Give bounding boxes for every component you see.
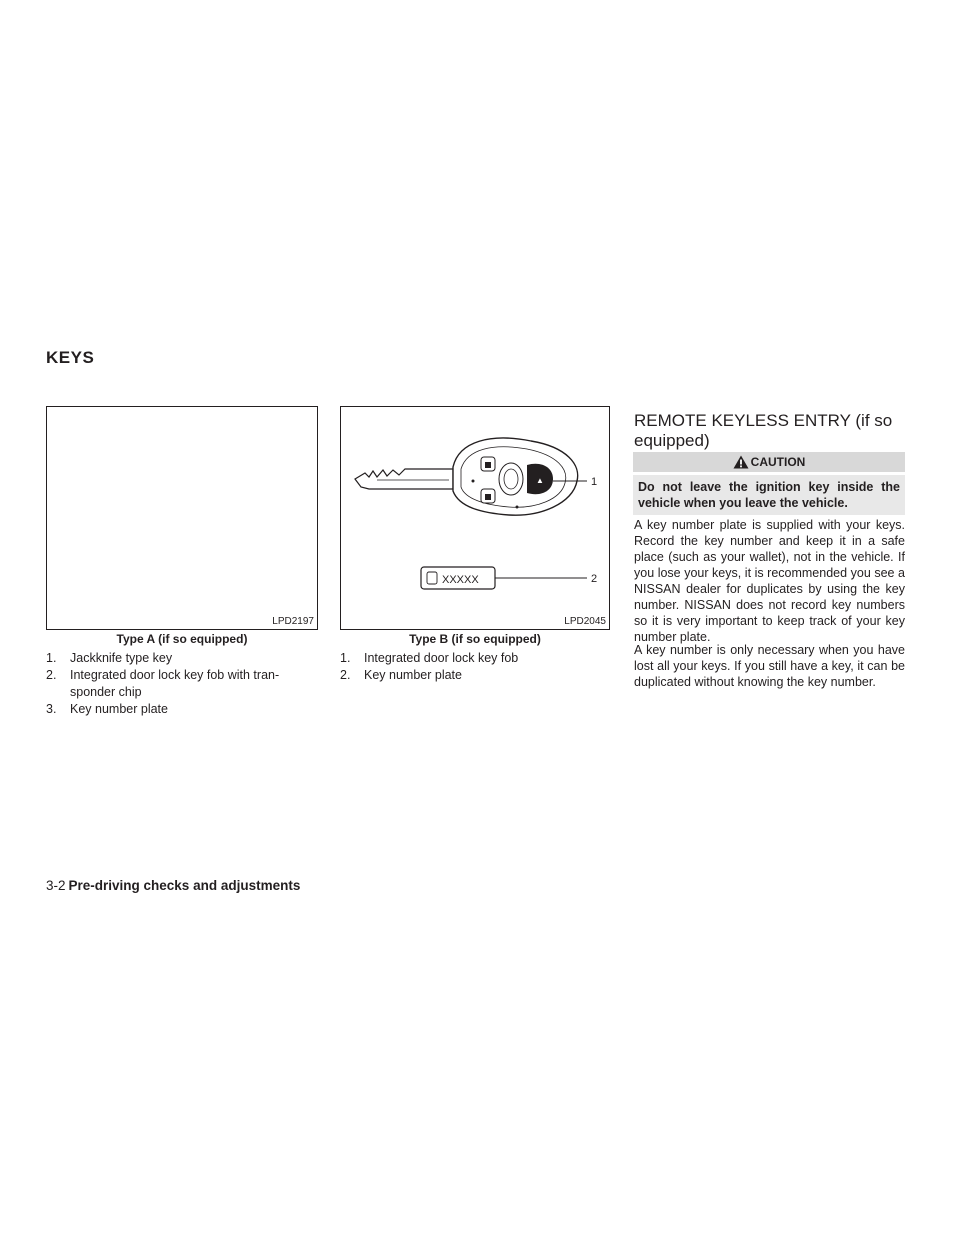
figure-code: LPD2197: [272, 616, 314, 627]
list-item: 1. Jackknife type key: [46, 651, 173, 665]
key-fob-illustration: [341, 407, 609, 629]
caution-box: [633, 452, 905, 515]
figure-caption: Type B (if so equipped): [409, 632, 541, 646]
callout-1: 1: [591, 476, 598, 488]
caution-label: CAUTION: [750, 455, 806, 469]
parts-list-b: [340, 650, 610, 684]
warning-icon: [733, 455, 749, 469]
svg-text:▲: ▲: [536, 476, 544, 485]
figure-code: LPD2045: [564, 616, 606, 627]
figure-type-b: [340, 406, 610, 630]
body-paragraph: A key number is only necessary when you have lost all your keys. If you still have a key, it can be duplicated without knowing the key number.: [634, 643, 905, 689]
chapter-title: Pre-driving checks and adjustments: [68, 878, 301, 893]
page-number: 3-2: [46, 878, 66, 893]
page-footer: [46, 878, 300, 893]
body-paragraph: A key number plate is supplied with your keys. Record the key number and keep it in a safe place (such as your wallet), not in the vehicle. If you lose your keys, it is recommended you see a NISSAN dealer for duplicates by using the key number. NISSAN does not record key numbers so it is very important to keep track of your key number plate.: [634, 518, 905, 644]
section-title: KEYS: [46, 348, 95, 367]
list-item: 1. Integrated door lock key fob: [340, 651, 519, 665]
list-item: 3. Key number plate: [46, 702, 168, 716]
figure-caption: Type A (if so equipped): [116, 632, 248, 646]
figure-type-a: [46, 406, 318, 630]
plate-text: XXXXX: [442, 574, 479, 586]
list-item: 2. Key number plate: [340, 668, 462, 682]
parts-list-a: [46, 650, 318, 718]
subsection-title: REMOTE KEYLESS ENTRY (if so equipped): [634, 411, 893, 450]
caution-header: [633, 452, 905, 472]
caution-text: Do not leave the ignition key inside the vehicle when you leave the vehicle.: [633, 475, 905, 515]
callout-2: 2: [591, 573, 598, 585]
list-item: 2. Integrated door lock key fob with tran-sponder chip: [46, 668, 280, 699]
